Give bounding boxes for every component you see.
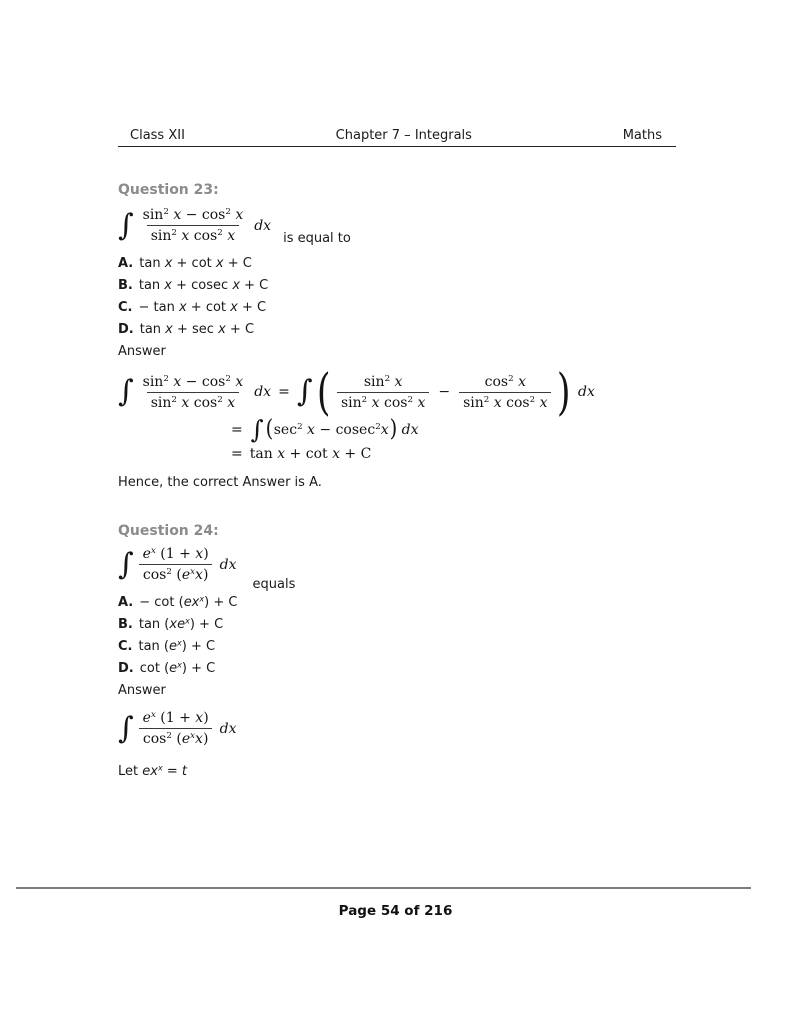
fraction-numerator: $\sin^2 x - \cos^2 x$ xyxy=(142,207,244,223)
integral-icon: ∫ xyxy=(296,374,313,409)
fraction xyxy=(139,207,248,244)
fraction-denominator: $\sin^2 x$ $\cos^2 x$ xyxy=(147,225,239,244)
footer-divider xyxy=(16,887,751,889)
fraction xyxy=(139,546,213,583)
q24-question-formula xyxy=(118,546,678,592)
q23-option-a xyxy=(118,253,678,275)
fraction xyxy=(139,374,248,411)
q24-option-d xyxy=(118,658,678,680)
header-subject-label: Maths xyxy=(622,128,662,143)
q23-solution-step-3 xyxy=(224,446,678,462)
minus-sign: − xyxy=(438,384,451,400)
option-label: D. xyxy=(118,322,134,337)
option-label: A. xyxy=(118,256,134,271)
fraction xyxy=(139,710,213,747)
option-text: − tan x + cot x + C xyxy=(138,300,267,315)
option-text: tan x + cosec x + C xyxy=(138,278,269,293)
left-paren: ( xyxy=(317,363,332,421)
right-paren: ) xyxy=(389,416,397,442)
option-text: tan x + cot x + C xyxy=(139,256,252,271)
q24-option-b xyxy=(118,614,678,636)
q23-answer-label: Answer xyxy=(118,344,166,359)
expression: $\sec^2 x - cosec^2x$ xyxy=(273,421,389,438)
equals-sign: = xyxy=(278,384,290,400)
equals-sign: = xyxy=(231,421,243,438)
q23-option-b xyxy=(118,275,678,297)
q23-solution-step-1 xyxy=(118,363,678,421)
q23-option-c xyxy=(118,297,678,319)
fraction-numerator: $e^x$ (1 + x) xyxy=(142,546,209,562)
fraction-numerator: $e^x$ (1 + x) xyxy=(142,710,209,726)
right-paren: ) xyxy=(557,363,572,421)
option-label: B. xyxy=(118,617,133,632)
option-text: − $\cot (ex^x) + C$ xyxy=(139,594,238,610)
option-label: B. xyxy=(118,278,133,293)
option-text: $\cot (e^x) + C$ xyxy=(139,660,216,676)
differential-dx: dx xyxy=(578,384,595,400)
q23-question-suffix: is equal to xyxy=(283,231,351,246)
q24-option-c xyxy=(118,636,678,658)
option-label: A. xyxy=(118,595,134,610)
integral-icon: ∫ xyxy=(118,207,134,243)
q23-conclusion: Hence, the correct Answer is A. xyxy=(118,475,322,490)
expression: tan x + cot x + C xyxy=(249,446,372,462)
option-label: C. xyxy=(118,300,133,315)
fraction-numerator: $\sin^2 x$ xyxy=(363,373,403,390)
header-chapter-title: Chapter 7 – Integrals xyxy=(335,128,472,143)
option-label: C. xyxy=(118,639,133,654)
header-class-label: Class XII xyxy=(130,128,185,143)
fraction xyxy=(459,374,551,411)
integral-icon: ∫ xyxy=(118,546,134,582)
q23-option-d xyxy=(118,319,678,341)
differential-dx: dx xyxy=(254,384,272,400)
option-label: D. xyxy=(118,661,134,676)
q23-question-formula xyxy=(118,207,678,244)
question-23-title: Question 23: xyxy=(118,182,219,198)
fraction-numerator: $\sin^2 x - \cos^2 x$ xyxy=(142,373,244,390)
q24-option-a xyxy=(118,592,678,614)
option-text: tan x + sec x + C xyxy=(139,322,255,337)
fraction-denominator: $\cos^2 (e^xx)$ xyxy=(139,564,213,583)
option-text: $\tan (e^x) + C$ xyxy=(138,638,216,654)
q24-question-suffix: equals xyxy=(252,577,296,592)
q24-solution-formula xyxy=(118,710,678,747)
q24-options xyxy=(118,592,678,702)
integral-icon: ∫ xyxy=(118,374,134,409)
fraction-denominator: $\cos^2 (e^xx)$ xyxy=(139,728,213,747)
differential-dx: dx xyxy=(219,720,237,737)
fraction-denominator: $\sin^2 x$ $\cos^2 x$ xyxy=(337,392,429,411)
integral-icon: ∫ xyxy=(118,710,134,746)
page-number: Page 54 of 216 xyxy=(338,903,453,919)
differential-dx: dx xyxy=(254,217,272,234)
fraction-numerator: $\cos^2 x$ xyxy=(484,373,526,390)
fraction-denominator: $\sin^2 x$ $\cos^2 x$ xyxy=(147,392,239,411)
option-text: $\tan (xe^x) + C$ xyxy=(138,616,224,632)
page-header xyxy=(118,128,676,147)
integral-icon: ∫ xyxy=(250,415,264,444)
q24-substitution-line: Let $ex^x = t$ xyxy=(118,763,187,779)
differential-dx: dx xyxy=(401,421,419,438)
left-paren: ( xyxy=(265,416,274,442)
fraction xyxy=(337,374,429,411)
differential-dx: dx xyxy=(219,556,237,573)
q23-solution-step-2 xyxy=(224,417,678,442)
q24-answer-label: Answer xyxy=(118,683,166,698)
q23-options xyxy=(118,253,678,363)
fraction-denominator: $\sin^2 x$ $\cos^2 x$ xyxy=(459,392,551,411)
page-content xyxy=(118,147,678,779)
question-24-title: Question 24: xyxy=(118,523,219,539)
equals-sign: = xyxy=(231,446,243,462)
